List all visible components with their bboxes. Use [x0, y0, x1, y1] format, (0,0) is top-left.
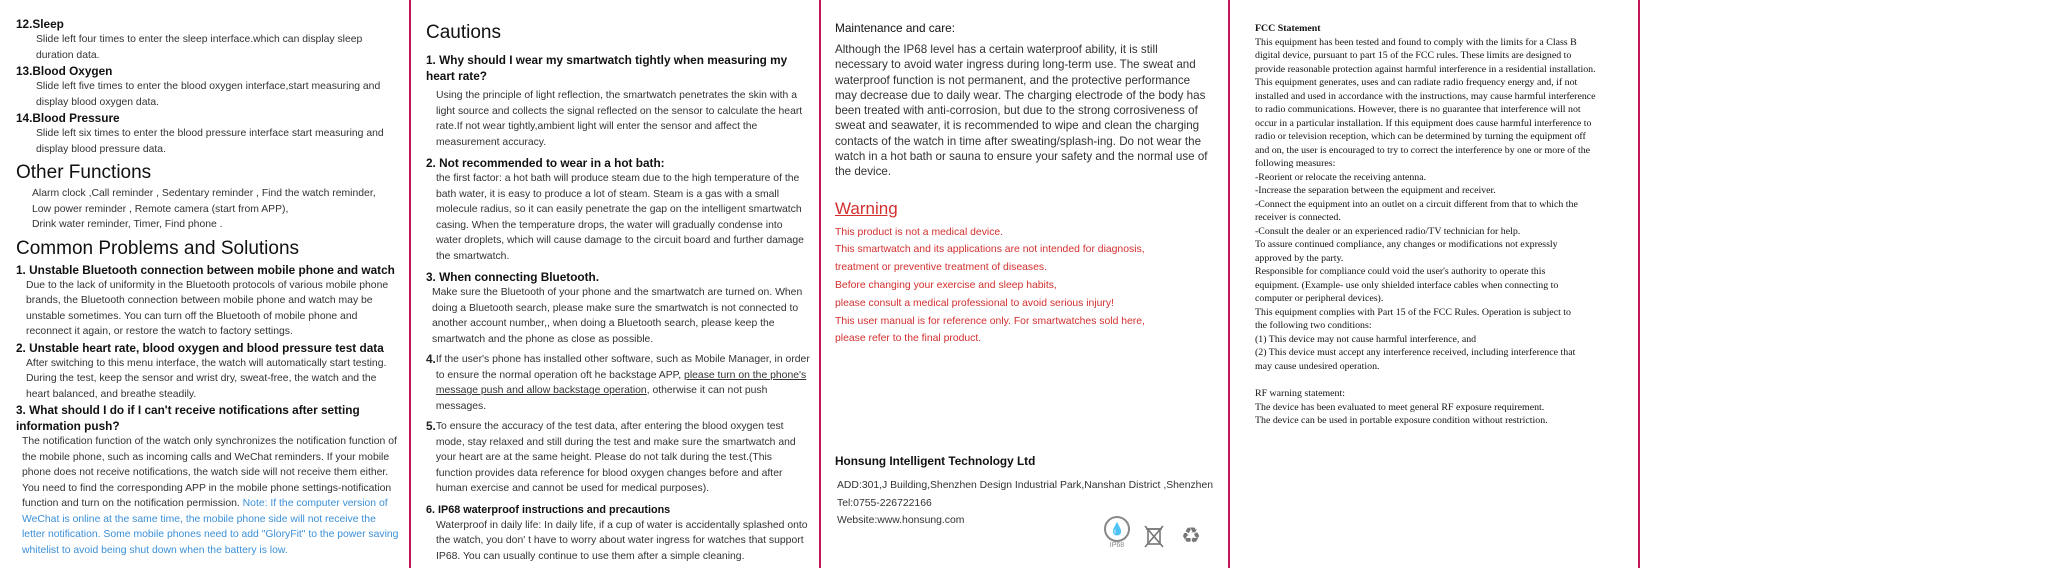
warning-line: This product is not a medical device.	[835, 226, 1004, 238]
fcc-line: -Consult the dealer or an experienced radio/TV technician for help.	[1255, 225, 1521, 237]
problem-body: After switching to this menu interface, the watch will automatically start testing. During the test, keep the sensor and wrist dry, sweat-free, the watch and the heart balanced, and breathe steadily.	[26, 357, 387, 400]
caution-title: 6. IP68 waterproof instructions and precautions	[426, 503, 671, 516]
company-website: Website:www.honsung.com	[837, 515, 965, 526]
warning-heading: Warning	[835, 198, 898, 218]
company-address: ADD:301,J Building,Shenzhen Design Industrial Park,Nanshan District ,Shenzhen	[837, 480, 1213, 491]
fcc-line: the following two conditions:	[1255, 320, 1372, 331]
fcc-line: (1) This device may not cause harmful interference, and	[1255, 333, 1477, 345]
other-line: Alarm clock ,Call reminder , Sedentary reminder , Find the watch reminder,	[32, 188, 376, 199]
item-desc: Slide left four times to enter the sleep interface.which can display sleep duration data.	[36, 34, 363, 61]
fcc-line: to radio communications. However, there is no guarantee that interference will not	[1255, 104, 1581, 115]
function-item-sleep	[16, 16, 400, 63]
maintenance-heading: Maintenance and care:	[835, 21, 956, 35]
problem-title: 3. What should I do if I can't receive notifications after setting information push?	[16, 403, 360, 433]
fcc-heading: FCC Statement	[1255, 23, 1321, 34]
maintenance-body: Although the IP68 level has a certain waterproof ability, it is still necessary to avoid water ingress during long-term use. The sweat and waterproof function is not permanent, and the protective performance may decrease due to daily wear. The charging electrode of the body has been treated with anti-corrosion, but due to the strong corrosiveness of sweat and seawater, it is recommended to wipe and clean the charging contacts of the watch in time after sweating/splash-ing. Do not wear the watch in a hot bath or sauna to ensure your safety and the normal use of the device.	[835, 43, 1208, 179]
caution-body: Waterproof in daily life: In daily life, if a cup of water is accidentally splashed onto the watch, you don' t have to worry about water ingress for watches that support IP68. You can usually continue to use them after a simple cleaning.	[436, 519, 808, 562]
fcc-line: This equipment has been tested and found to comply with the limits for a Class B	[1255, 36, 1577, 48]
fcc-line: Responsible for compliance could void the user's authority to operate this	[1255, 266, 1546, 277]
problem-body: The notification function of the watch only synchronizes the notification function of the mobile phone, such as incoming calls and WeChat reminders. If your mobile phone does not receive notifications, the watch side will not receive them either. You need to find the corresponding APP in the mobile phone settings-notification function and turn on the notification permission.	[22, 436, 397, 509]
panel-fcc	[1255, 0, 1615, 568]
warning-line: This smartwatch and its applications are not intended for diagnosis,	[835, 244, 1145, 256]
other-functions-heading: Other Functions	[16, 162, 152, 183]
problem-note: Note: If the computer version of WeChat is online at the same time, the mobile phone side will not receive the letter notification. Some mobile phones need to add "GloryFit" to the power saving whitelist to avoid being shut down when the battery is low.	[22, 498, 399, 556]
function-item-blood-oxygen	[16, 63, 400, 110]
rf-line: The device can be used in portable exposure condition without restriction.	[1255, 415, 1548, 426]
fcc-line: radio or television reception, which can be determined by turning the equipment off	[1255, 131, 1586, 142]
problem-title: 2. Unstable heart rate, blood oxygen and blood pressure test data	[16, 340, 384, 355]
caution-item	[426, 352, 810, 414]
caution-title: 3. When connecting Bluetooth.	[426, 270, 600, 284]
weee-bin-icon	[1142, 523, 1166, 549]
certification-icons	[1104, 516, 1204, 549]
problem-body: Due to the lack of uniformity in the Bluetooth protocols of various mobile phone brands, the Bluetooth connection between mobile phone and watch may be unstable sometimes. You can turn off the Bluetooth of mobile phone and reconnect it again, or restore the watch to factory settings.	[26, 279, 389, 337]
fcc-line: This equipment complies with Part 15 of the FCC Rules. Operation is subject to	[1255, 306, 1571, 318]
fcc-statement	[1255, 36, 1615, 374]
company-tel: Tel:0755-226722166	[837, 497, 932, 509]
caution-item	[426, 155, 810, 264]
warning-list	[835, 224, 1213, 349]
common-problems-heading: Common Problems and Solutions	[16, 237, 300, 259]
caution-item	[426, 269, 810, 347]
panel-functions	[16, 0, 400, 568]
caution-item	[426, 419, 810, 497]
caution-tail: , otherwise it can not push messages.	[435, 385, 768, 412]
rf-line: RF warning statement:	[1255, 388, 1345, 399]
caution-item	[426, 502, 810, 565]
caution-body: the first factor: a hot bath will produce steam due to the high temperature of the bath water, it is easy to produce a lot of steam. Steam is a gas with a small molecule radius, so it can easily penetrate the gap on the intelligent smartwatch casing. When the temperature drops, the water will gradually condense into water droplets, which will cause damage to the circuit board and further damage the smartwatch.	[436, 173, 804, 262]
fold-line-3	[1228, 0, 1230, 568]
problem-item	[16, 402, 400, 558]
company-name: Honsung Intelligent Technology Ltd	[835, 454, 1036, 468]
fcc-line: (2) This device must accept any interference received, including interference that	[1255, 347, 1576, 358]
caution-body: Using the principle of light reflection, the smartwatch penetrates the skin with a light source and collects the signal reflected on the sensor to calculate the heart rate.If not wear tightly,ambient light will enter the sensor and affect the measurement accuracy.	[436, 90, 803, 148]
problem-item	[16, 340, 400, 403]
recycle-icon: ♻	[1181, 523, 1201, 548]
fcc-line: -Reorient or relocate the receiving antenna.	[1255, 171, 1427, 183]
caution-underlined: please turn on the phone's message push and allow backstage operation	[435, 369, 807, 396]
problem-body-wrap	[16, 434, 400, 558]
fcc-line: digital device, pursuant to part 15 of the FCC rules. These limits are designed to	[1255, 50, 1572, 61]
function-item-blood-pressure	[16, 110, 400, 157]
cautions-heading: Cautions	[426, 22, 501, 43]
item-title: 14.Blood Pressure	[16, 111, 120, 125]
rf-statement	[1255, 387, 1615, 428]
fold-line-2	[819, 0, 821, 568]
fcc-line: and on, the user is encouraged to try to correct the interference by one or more of the	[1255, 144, 1591, 156]
item-desc: Slide left six times to enter the blood pressure interface start measuring and display blood pressure data.	[36, 128, 384, 155]
fold-line-4	[1638, 0, 1640, 568]
fcc-line: receiver is connected.	[1255, 212, 1341, 223]
panel-maintenance	[835, 0, 1213, 568]
item-title: 12.Sleep	[16, 17, 64, 31]
fcc-line: following measures:	[1255, 158, 1336, 169]
caution-body: Make sure the Bluetooth of your phone and the smartwatch are turned on. When doing a Bluetooth search, please make sure the smartwatch is not connected to another account number,, when doing a Bluetooth search, please keep the smartwatch and the phone as close as possible.	[432, 287, 803, 345]
caution-title: 1. Why should I wear my smartwatch tightly when measuring my heart rate?	[426, 53, 788, 83]
rf-line: The device has been evaluated to meet general RF exposure requirement.	[1255, 401, 1545, 413]
fold-line-1	[409, 0, 411, 568]
fcc-line: computer or peripheral devices).	[1255, 293, 1384, 304]
fcc-line: -Connect the equipment into an outlet on a circuit different from that to which the	[1255, 198, 1578, 210]
fcc-line: equipment. (Example- use only shielded interface cables when connecting to	[1255, 279, 1559, 291]
caution-number: 4.	[426, 352, 436, 366]
fcc-line: may cause undesired operation.	[1255, 360, 1380, 372]
other-line: Low power reminder , Remote camera (start from APP),	[32, 203, 289, 215]
item-desc: Slide left five times to enter the blood oxygen interface,start measuring and display blood oxygen data.	[36, 81, 381, 108]
panel-cautions	[426, 0, 810, 568]
caution-number: 5.	[426, 419, 436, 433]
warning-line: treatment or preventive treatment of diseases.	[835, 262, 1047, 274]
problem-item	[16, 262, 400, 340]
item-title: 13.Blood Oxygen	[16, 64, 113, 78]
caution-body-wrap	[436, 352, 810, 414]
fcc-line: installed and used in accordance with the instructions, may cause harmful interference	[1255, 90, 1596, 102]
other-line: Drink water reminder, Timer, Find phone .	[32, 219, 223, 230]
problem-title: 1. Unstable Bluetooth connection between mobile phone and watch	[16, 262, 395, 277]
caution-body: If the user's phone has installed other software, such as Mobile Manager, in order to ensure the normal operation oft he backstage APP,	[435, 354, 810, 381]
fcc-line: approved by the party.	[1255, 252, 1344, 264]
fcc-line: -Increase the separation between the equipment and receiver.	[1255, 185, 1496, 196]
caution-title: 2. Not recommended to wear in a hot bath:	[426, 156, 665, 170]
ip68-mark	[1104, 516, 1130, 549]
fcc-line: To assure continued compliance, any changes or modifications not expressly	[1255, 239, 1558, 250]
ip68-label: IP68	[1109, 542, 1125, 549]
warning-line: please consult a medical professional to avoid serious injury!	[835, 297, 1114, 309]
caution-item	[426, 52, 810, 150]
warning-line: please refer to the final product.	[835, 333, 982, 345]
warning-line: This user manual is for reference only. For smartwatches sold here,	[835, 315, 1145, 327]
water-drop-icon: 💧	[1104, 516, 1130, 542]
caution-body: To ensure the accuracy of the test data, after entering the blood oxygen test mode, stay relaxed and still during the test and make sure the smartwatch and your heart are at the same height. Please do not talk during the test.(This function provides data reference for blood oxygen changes before and after human exercise and cannot be used for medical purposes).	[435, 421, 796, 494]
fcc-line: provide reasonable protection against harmful interference in a residential installation.	[1255, 63, 1596, 75]
warning-line: Before changing your exercise and sleep habits,	[835, 280, 1057, 292]
fcc-line: occur in a particular installation. If this equipment does cause harmful interference to	[1255, 117, 1592, 129]
fcc-line: This equipment generates, uses and can radiate radio frequency energy and, if not	[1255, 77, 1578, 88]
